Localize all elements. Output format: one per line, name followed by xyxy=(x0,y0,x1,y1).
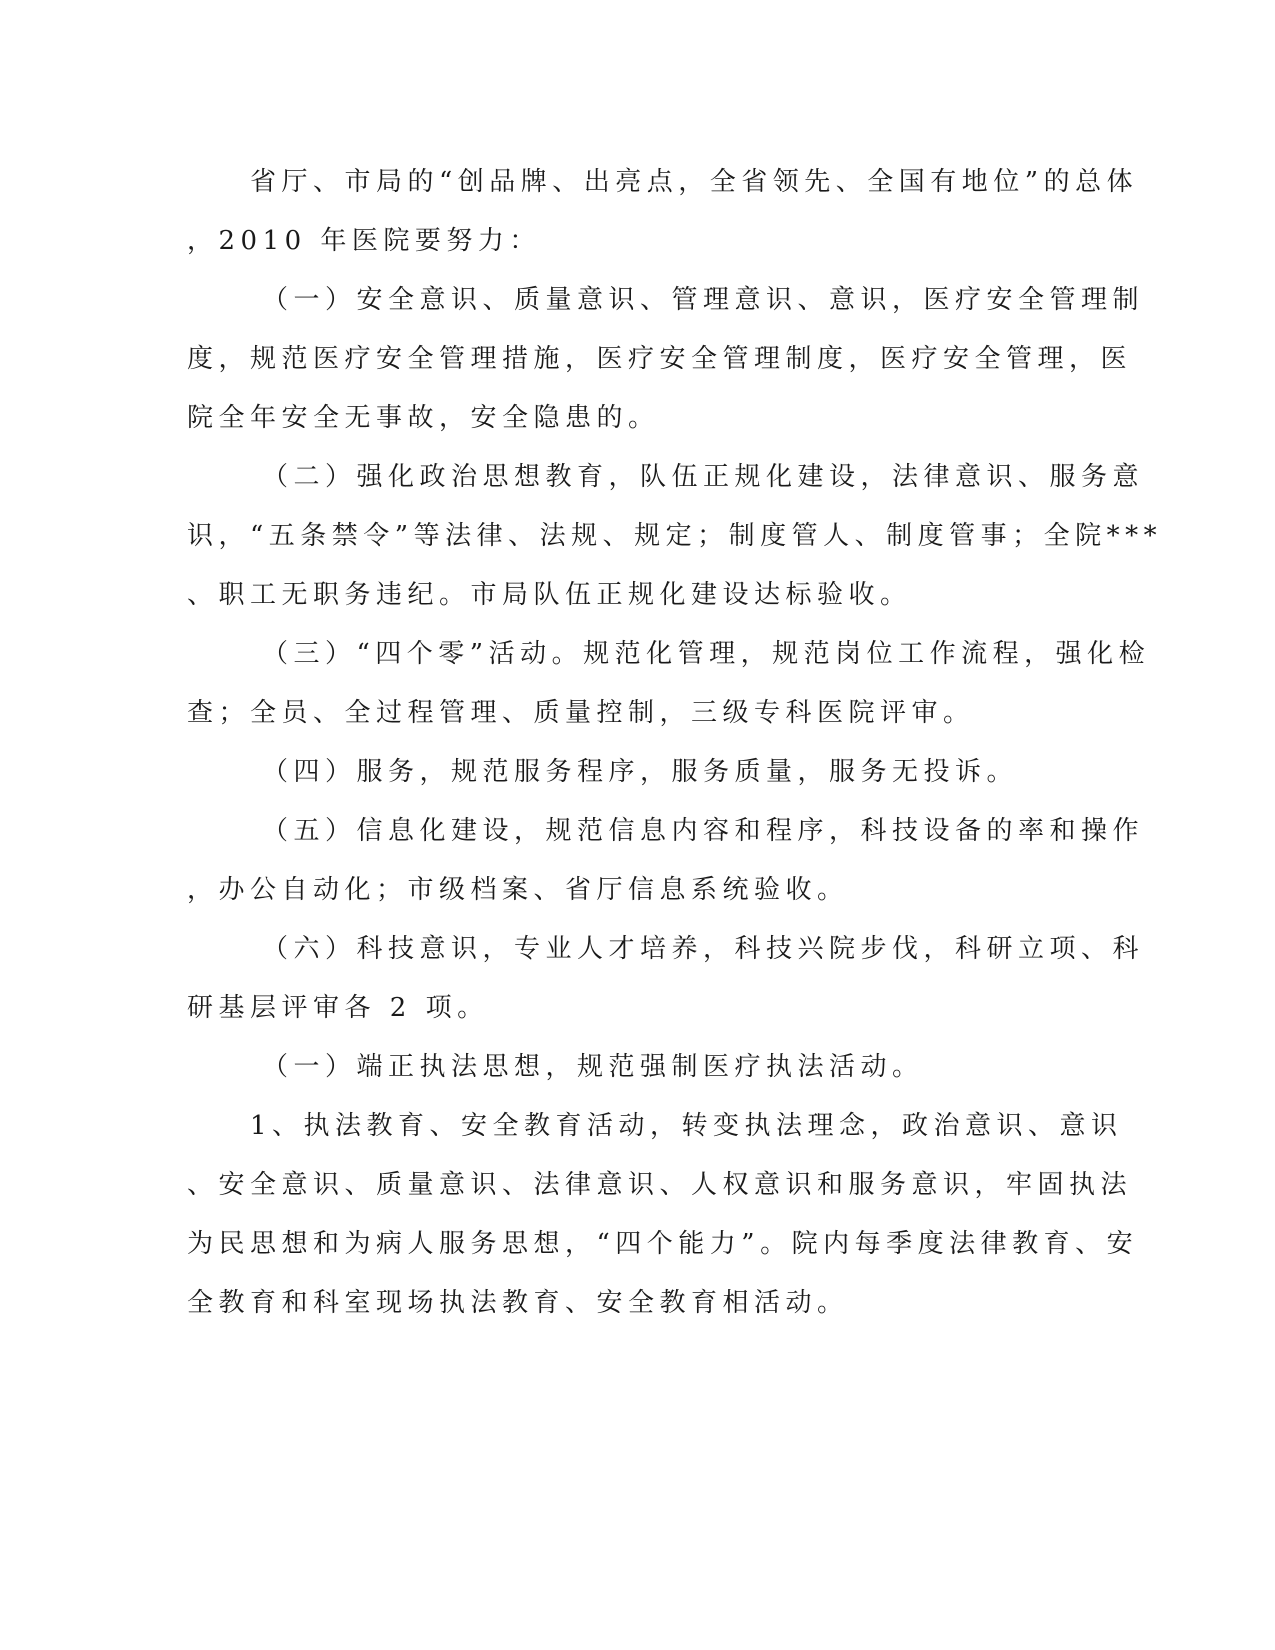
text-line: （三）“四个零”活动。规范化管理，规范岗位工作流程，强化检 xyxy=(262,639,1151,669)
text-line: （四）服务，规范服务程序，服务质量，服务无投诉。 xyxy=(262,757,1019,787)
text-line: （二）强化政治思想教育，队伍正规化建设，法律意识、服务意 xyxy=(262,462,1145,492)
text-line: 为民思想和为病人服务思想，“四个能力”。院内每季度法律教育、安 xyxy=(187,1229,1139,1259)
text-line: （一）端正执法思想，规范强制医疗执法活动。 xyxy=(262,1052,924,1082)
text-line: 度，规范医疗安全管理措施，医疗安全管理制度，医疗安全管理，医 xyxy=(187,344,1133,374)
text-line: 省厅、市局的“创品牌、出亮点，全省领先、全国有地位”的总体 xyxy=(250,167,1139,197)
text-line: 、安全意识、质量意识、法律意识、人权意识和服务意识，牢固执法 xyxy=(187,1170,1133,1200)
text-line: ，2010 年医院要努力： xyxy=(187,226,541,256)
text-line: （六）科技意识，专业人才培养，科技兴院步伐，科研立项、科 xyxy=(262,934,1145,964)
text-line: 全教育和科室现场执法教育、安全教育相活动。 xyxy=(187,1288,849,1318)
text-line: 研基层评审各 2 项。 xyxy=(187,993,489,1023)
text-line: ，办公自动化；市级档案、省厅信息系统验收。 xyxy=(187,875,849,905)
text-line: 识，“五条禁令”等法律、法规、规定；制度管人、制度管事；全院*** xyxy=(187,521,1163,551)
text-line: 、职工无职务违纪。市局队伍正规化建设达标验收。 xyxy=(187,580,912,610)
text-line: （一）安全意识、质量意识、管理意识、意识，医疗安全管理制 xyxy=(262,285,1145,315)
text-line: 查；全员、全过程管理、质量控制，三级专科医院评审。 xyxy=(187,698,975,728)
text-line: （五）信息化建设，规范信息内容和程序，科技设备的率和操作 xyxy=(262,816,1145,846)
text-line: 院全年安全无事故，安全隐患的。 xyxy=(187,403,660,433)
text-line: 1、执法教育、安全教育活动，转变执法理念，政治意识、意识 xyxy=(250,1111,1123,1141)
